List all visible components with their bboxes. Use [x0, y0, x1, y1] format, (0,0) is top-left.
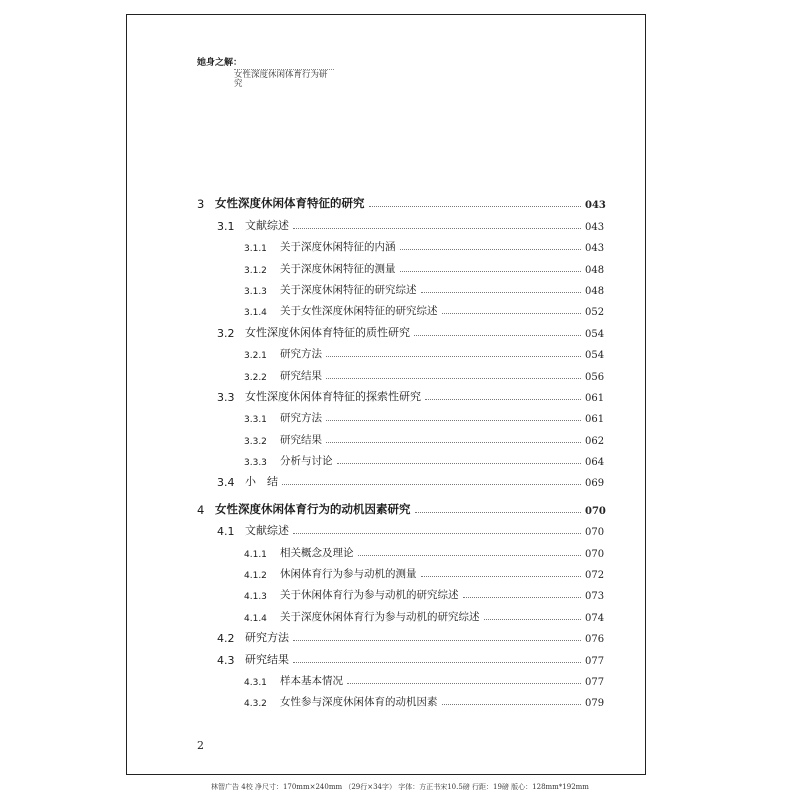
toc-entry[interactable] — [197, 276, 603, 297]
toc-entry-number: 4.1.2 — [244, 571, 267, 582]
toc-entry-page: 061 — [585, 414, 605, 426]
toc-entry-title: 相关概念及理论 — [280, 546, 354, 559]
toc-entry[interactable] — [197, 233, 603, 254]
toc-entry[interactable] — [197, 361, 603, 382]
dot-leader — [347, 682, 581, 684]
toc-entry-title: 关于深度休闲特征的内涵 — [280, 241, 396, 254]
toc-entry-page: 062 — [585, 435, 605, 447]
dot-leader — [415, 511, 582, 513]
toc-entry-page: 043 — [585, 221, 605, 233]
toc-entry-title: 研究结果 — [280, 369, 322, 382]
toc-entry-number: 3.3.3 — [244, 458, 267, 469]
toc-entry-number: 4.1 — [217, 525, 235, 539]
dot-leader — [358, 554, 582, 556]
toc-entry-page: 048 — [585, 264, 605, 276]
toc-entry-number: 4.3.1 — [244, 677, 267, 688]
toc-entry[interactable] — [197, 538, 603, 559]
toc-entry[interactable] — [197, 297, 603, 318]
toc-entry-page: 054 — [585, 328, 605, 340]
toc-entry-title: 女性深度休闲体育特征的质性研究 — [245, 325, 410, 339]
toc-entry-title: 关于深度休闲特征的测量 — [280, 262, 396, 275]
toc-entry[interactable] — [197, 383, 603, 404]
toc-entry[interactable] — [197, 624, 603, 645]
toc-entry-number: 3 — [197, 197, 205, 212]
print-spec-line: 林智广告 4校 净尺寸：170mm×240mm （29行×34字） 字体：方正书宋10.5磅 行距：19磅 版心：128mm*192mm — [211, 783, 589, 791]
toc-entry-page: 069 — [585, 478, 605, 490]
page-number: 2 — [197, 739, 204, 752]
toc-entry-number: 3.3 — [217, 390, 235, 404]
toc-entry-number: 4.3 — [217, 653, 235, 667]
toc-entry[interactable] — [197, 667, 603, 688]
toc-entry-number: 4.3.2 — [244, 699, 267, 710]
dot-leader — [421, 291, 582, 293]
toc-entry-page: 077 — [585, 655, 605, 667]
toc-entry-title: 样本基本情况 — [280, 674, 343, 687]
toc-entry-title: 研究方法 — [245, 631, 289, 645]
toc-entry-number: 3.4 — [217, 476, 235, 490]
dot-leader — [326, 377, 581, 379]
toc-entry[interactable] — [197, 447, 603, 468]
toc-entry[interactable] — [197, 254, 603, 275]
toc-entry[interactable] — [197, 468, 603, 489]
dot-leader — [326, 441, 581, 443]
running-head-title: 她身之解： — [197, 58, 243, 68]
dot-leader — [337, 462, 582, 464]
toc-entry-title: 研究结果 — [280, 433, 322, 446]
running-head-subtitle: 女性深度休闲体育行为研究 — [234, 69, 334, 88]
toc-entry-title: 研究方法 — [280, 348, 322, 361]
toc-entry[interactable] — [197, 495, 606, 517]
toc-entry[interactable] — [197, 560, 603, 581]
toc-entry[interactable] — [197, 517, 603, 538]
dot-leader — [442, 703, 582, 705]
toc-entry-page: 052 — [585, 307, 605, 319]
toc-entry[interactable] — [197, 688, 603, 709]
toc-entry-title: 研究方法 — [280, 412, 322, 425]
toc-entry-number: 3.2 — [217, 326, 235, 340]
toc-entry-page: 074 — [585, 612, 605, 624]
toc-entry-title: 小 结 — [245, 475, 278, 489]
dot-leader — [293, 532, 581, 534]
toc-entry-title: 研究结果 — [245, 652, 289, 666]
toc-entry-page: 043 — [585, 200, 606, 212]
toc-entry[interactable] — [197, 211, 603, 232]
toc-entry-number: 3.1.3 — [244, 286, 267, 297]
toc-entry-title: 女性深度休闲体育特征的研究 — [215, 196, 365, 211]
toc-entry-page: 077 — [585, 676, 605, 688]
toc-entry-title: 关于女性深度休闲特征的研究综述 — [280, 305, 438, 318]
toc-entry-title: 关于休闲体育行为参与动机的研究综述 — [280, 589, 459, 602]
dot-leader — [421, 575, 582, 577]
toc-entry-page: 070 — [585, 527, 605, 539]
toc-entry-title: 关于深度休闲特征的研究综述 — [280, 283, 417, 296]
toc-entry-number: 3.2.2 — [244, 372, 267, 383]
table-of-contents — [197, 190, 606, 710]
toc-entry-title: 女性深度休闲体育行为的动机因素研究 — [215, 501, 411, 516]
toc-entry-number: 3.3.1 — [244, 415, 267, 426]
dot-leader — [400, 248, 582, 250]
toc-entry-page: 072 — [585, 570, 605, 582]
toc-entry-page: 048 — [585, 285, 605, 297]
toc-entry-title: 休闲体育行为参与动机的测量 — [280, 568, 417, 581]
toc-entry[interactable] — [197, 581, 603, 602]
toc-entry-number: 4.1.4 — [244, 613, 267, 624]
dot-leader — [484, 618, 582, 620]
dot-leader — [400, 270, 582, 272]
toc-entry-page: 076 — [585, 634, 605, 646]
toc-entry-number: 4.1.3 — [244, 592, 267, 603]
toc-entry[interactable] — [197, 602, 603, 623]
toc-entry-number: 3.1.1 — [244, 244, 267, 255]
toc-entry-page: 073 — [585, 591, 605, 603]
toc-entry-title: 文献综述 — [245, 524, 289, 538]
toc-entry[interactable] — [197, 425, 603, 446]
toc-entry-page: 056 — [585, 371, 605, 383]
toc-entry-title: 文献综述 — [245, 218, 289, 232]
toc-entry[interactable] — [197, 404, 603, 425]
toc-entry-title: 女性深度休闲体育特征的探索性研究 — [245, 389, 421, 403]
toc-entry-page: 061 — [585, 392, 605, 404]
running-head — [197, 59, 334, 88]
toc-entry-number: 4.2 — [217, 632, 235, 646]
toc-entry-page: 070 — [585, 548, 605, 560]
toc-entry-title: 分析与讨论 — [280, 455, 333, 468]
dot-leader — [442, 312, 582, 314]
toc-entry-page: 064 — [585, 457, 605, 469]
toc-entry-page: 079 — [585, 698, 605, 710]
toc-entry-number: 3.1.4 — [244, 308, 267, 319]
dot-leader — [293, 639, 581, 641]
toc-entry-number: 3.1 — [217, 219, 235, 233]
toc-entry-title: 女性参与深度休闲体育的动机因素 — [280, 696, 438, 709]
toc-entry-page: 043 — [585, 243, 605, 255]
toc-entry[interactable] — [197, 340, 603, 361]
dot-leader — [369, 205, 582, 207]
toc-entry-number: 3.2.1 — [244, 351, 267, 362]
dot-leader — [425, 398, 581, 400]
toc-entry-number: 4.1.1 — [244, 549, 267, 560]
toc-entry[interactable] — [197, 190, 606, 212]
toc-entry-title: 关于深度休闲体育行为参与动机的研究综述 — [280, 610, 480, 623]
toc-entry-number: 3.1.2 — [244, 265, 267, 276]
dot-leader — [293, 227, 581, 229]
dot-leader — [326, 419, 581, 421]
toc-entry-page: 054 — [585, 350, 605, 362]
dot-leader — [326, 355, 581, 357]
toc-entry-number: 3.3.2 — [244, 436, 267, 447]
toc-entry-page: 070 — [585, 505, 606, 517]
toc-entry[interactable] — [197, 645, 603, 666]
dot-leader — [463, 596, 582, 598]
toc-entry[interactable] — [197, 318, 603, 339]
dot-leader — [293, 661, 581, 663]
book-page — [126, 14, 646, 775]
dot-leader — [282, 483, 581, 485]
toc-entry-number: 4 — [197, 502, 205, 517]
dot-leader — [414, 334, 581, 336]
